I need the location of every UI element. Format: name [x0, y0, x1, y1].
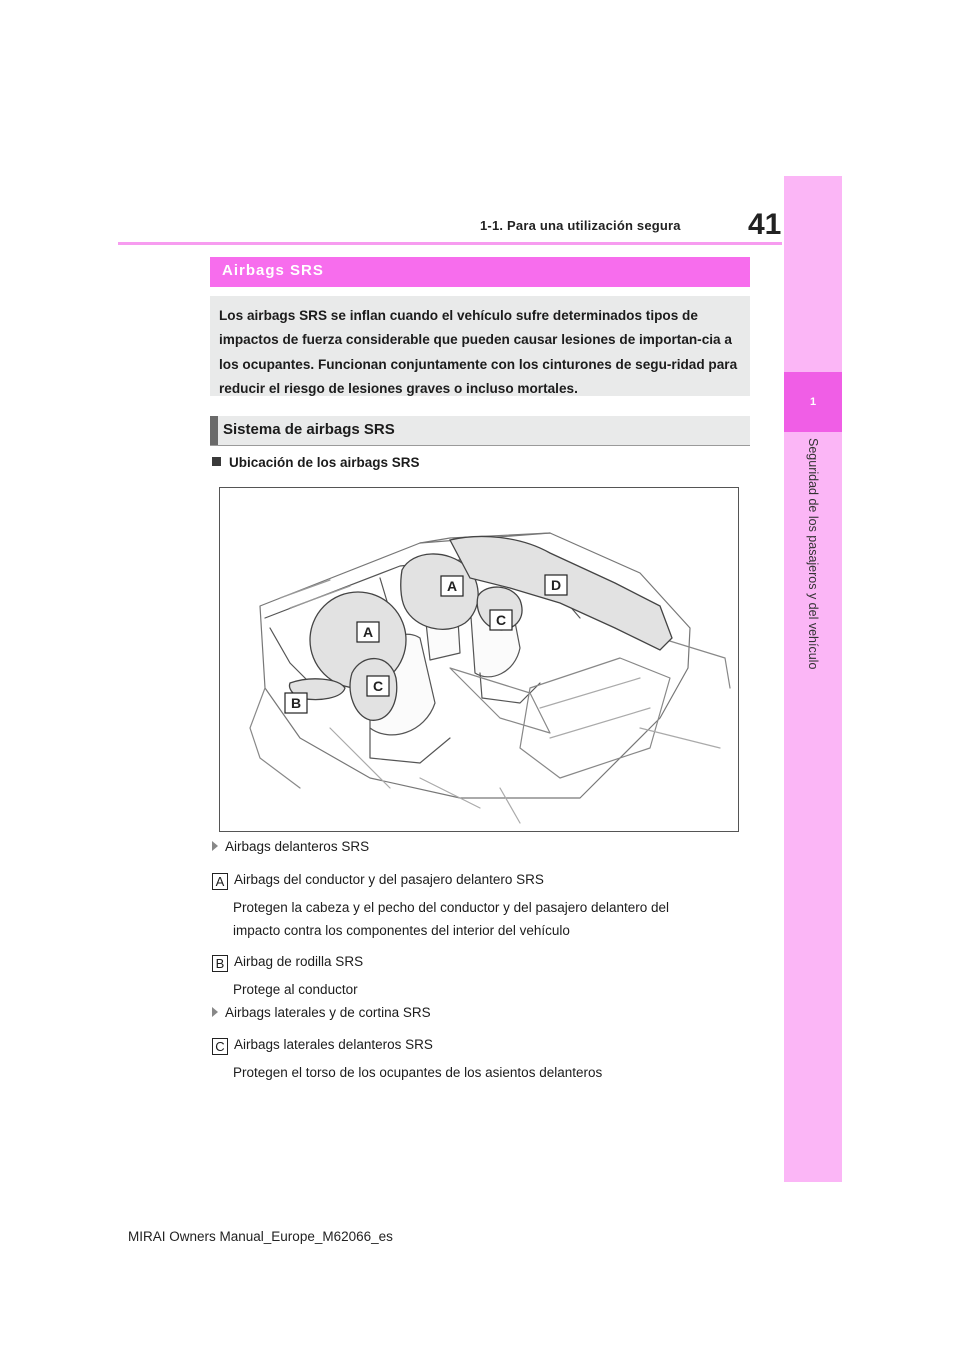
item-b-desc: Protege al conductor [233, 982, 358, 997]
item-a [212, 872, 544, 890]
arrow-bullet-icon [212, 841, 218, 851]
footer-text: MIRAI Owners Manual_Europe_M62066_es [128, 1229, 393, 1244]
subsection-bar-accent [210, 416, 218, 446]
figure-label-a-passenger: A [446, 578, 458, 594]
subsection-bar-underline [210, 445, 750, 446]
label-a-box: A [212, 873, 228, 890]
location-heading [212, 455, 420, 470]
figure-label-a-driver: A [362, 624, 374, 640]
car-interior-illustration [220, 488, 738, 831]
item-a-desc-2: impacto contra los componentes del interior del vehículo [233, 923, 570, 938]
item-b [212, 954, 363, 972]
label-b-box: B [212, 955, 228, 972]
item-c [212, 1037, 433, 1055]
chapter-number-tab: 1 [784, 372, 842, 432]
subsection-title: Sistema de airbags SRS [223, 421, 395, 438]
section-header: 1-1. Para una utilización segura [480, 218, 681, 233]
item-c-desc: Protegen el torso de los ocupantes de los asientos delanteros [233, 1065, 603, 1080]
item-c-title: Airbags laterales delanteros SRS [234, 1037, 433, 1052]
figure-label-d: D [550, 577, 562, 593]
front-airbags-group-text: Airbags delanteros SRS [225, 839, 370, 854]
figure-label-c-driver: C [372, 678, 384, 694]
item-b-title: Airbag de rodilla SRS [234, 954, 364, 969]
figure-label-c-passenger: C [495, 612, 507, 628]
figure-label-b: B [290, 695, 302, 711]
label-c-box: C [212, 1038, 228, 1055]
page-number: 41 [748, 208, 782, 241]
side-airbags-group [212, 1005, 431, 1020]
item-a-desc-1: Protegen la cabeza y el pecho del conductor y del pasajero delantero del [233, 900, 670, 915]
front-airbags-group [212, 839, 369, 854]
intro-text: Los airbags SRS se inflan cuando el vehículo sufre determinados tipos de impactos de fuerza considerable que pueden causar lesiones de importan-cia a los ocupantes. Funcionan conjuntamente con los cinturones de segu-ridad para reducir el riesgo de lesiones graves o incluso mortales. [219, 308, 738, 396]
square-bullet-icon [212, 457, 221, 466]
arrow-bullet-icon [212, 1007, 218, 1017]
side-airbags-group-text: Airbags laterales y de cortina SRS [225, 1005, 431, 1020]
section-title: Airbags SRS [222, 262, 324, 279]
airbag-location-figure [219, 487, 739, 832]
item-a-title: Airbags del conductor y del pasajero delantero SRS [234, 872, 544, 887]
chapter-title-vertical [784, 438, 842, 768]
header-rule [118, 242, 782, 245]
chapter-title-text: Seguridad de los pasajeros y del vehículo [806, 438, 820, 670]
location-heading-text: Ubicación de los airbags SRS [229, 455, 420, 470]
